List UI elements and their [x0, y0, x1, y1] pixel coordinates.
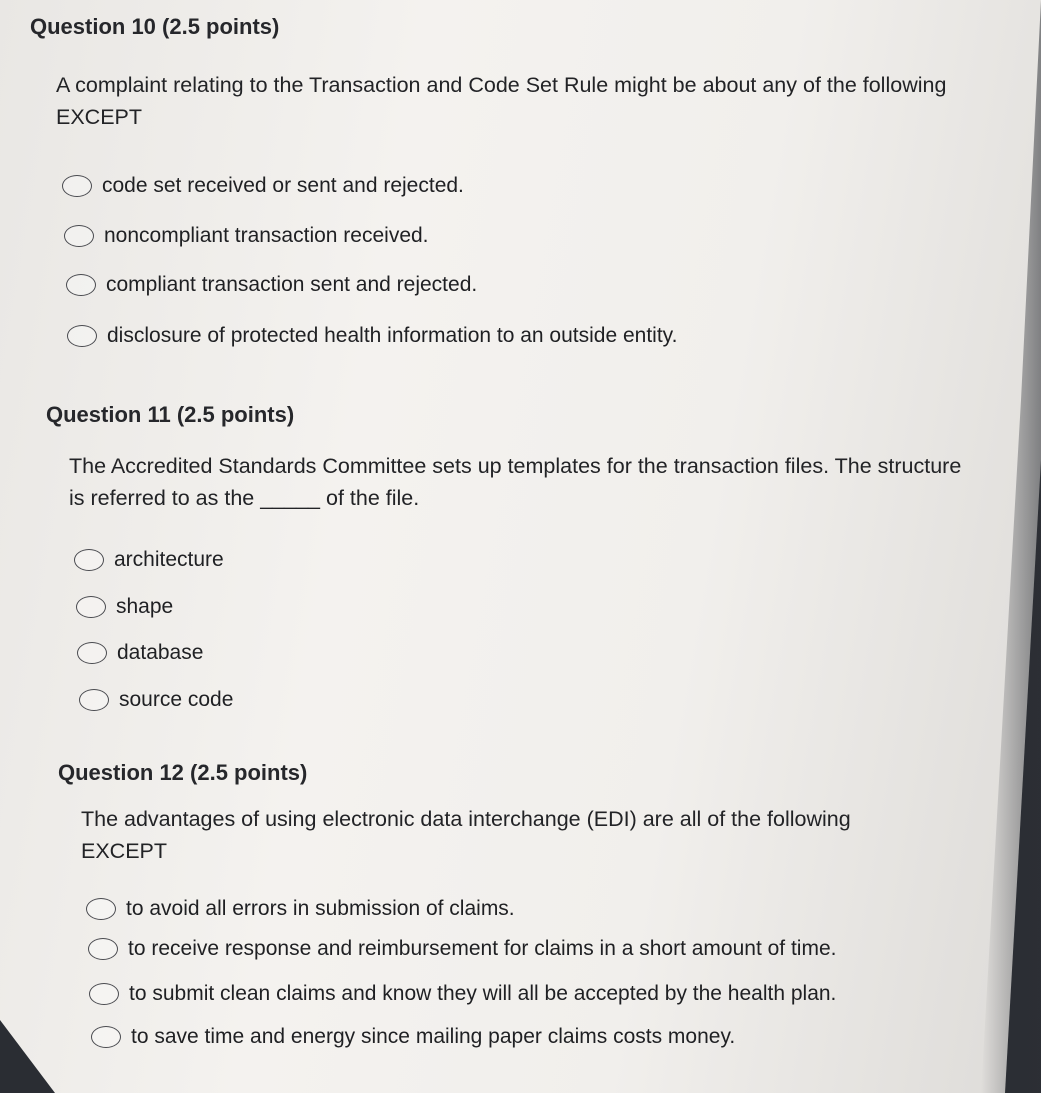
radio-button[interactable]	[89, 983, 119, 1005]
question-text: A complaint relating to the Transaction and Code Set Rule might be about any of the following EXCEPT	[56, 73, 947, 129]
answer-label: to receive response and reimbursement for claims in a short amount of time.	[128, 937, 837, 960]
answer-option[interactable]	[67, 324, 677, 348]
radio-button[interactable]	[86, 898, 116, 920]
answer-option[interactable]	[74, 548, 224, 572]
answer-option[interactable]	[64, 224, 429, 248]
answer-label: compliant transaction sent and rejected.	[106, 273, 478, 296]
answer-option[interactable]	[66, 273, 477, 297]
answer-option[interactable]	[79, 688, 233, 712]
answer-label: to submit clean claims and know they will all be accepted by the health plan.	[129, 982, 837, 1005]
answer-option[interactable]	[91, 1025, 735, 1049]
answer-label: shape	[116, 595, 174, 618]
question-title: Question 12 (2.5 points)	[58, 760, 308, 785]
answer-option[interactable]	[77, 641, 203, 665]
question-title: Question 11 (2.5 points)	[46, 402, 295, 427]
answer-label: disclosure of protected health information to an outside entity.	[107, 324, 678, 347]
answer-label: source code	[119, 688, 234, 711]
answer-option[interactable]	[76, 595, 173, 619]
answer-option[interactable]	[89, 982, 836, 1006]
question-text	[69, 450, 969, 514]
radio-button[interactable]	[74, 549, 104, 571]
radio-button[interactable]	[64, 225, 94, 247]
radio-button[interactable]	[76, 596, 106, 618]
answer-label: database	[117, 641, 204, 664]
radio-button[interactable]	[66, 274, 96, 296]
radio-button[interactable]	[79, 689, 109, 711]
radio-button[interactable]	[88, 938, 118, 960]
question-text-end: of the file.	[326, 486, 420, 510]
radio-button[interactable]	[67, 325, 97, 347]
fill-in-blank: _____	[260, 486, 321, 510]
radio-button[interactable]	[62, 175, 92, 197]
answer-label: code set received or sent and rejected.	[102, 174, 464, 197]
answer-option[interactable]	[62, 174, 464, 198]
answer-label: noncompliant transaction received.	[104, 224, 429, 247]
answer-label: to save time and energy since mailing paper claims costs money.	[131, 1025, 736, 1048]
question-title: Question 10 (2.5 points)	[30, 14, 280, 39]
radio-button[interactable]	[77, 642, 107, 664]
answer-option[interactable]	[86, 897, 515, 921]
answer-label: to avoid all errors in submission of claims.	[126, 897, 515, 920]
answer-label: architecture	[114, 548, 224, 571]
question-text-start: The Accredited Standards Committee sets up templates for the transaction files. The structure is referred to as the	[69, 454, 962, 510]
answer-option[interactable]	[88, 937, 836, 961]
question-text: The advantages of using electronic data interchange (EDI) are all of the following EXCEPT	[81, 807, 851, 863]
radio-button[interactable]	[91, 1026, 121, 1048]
